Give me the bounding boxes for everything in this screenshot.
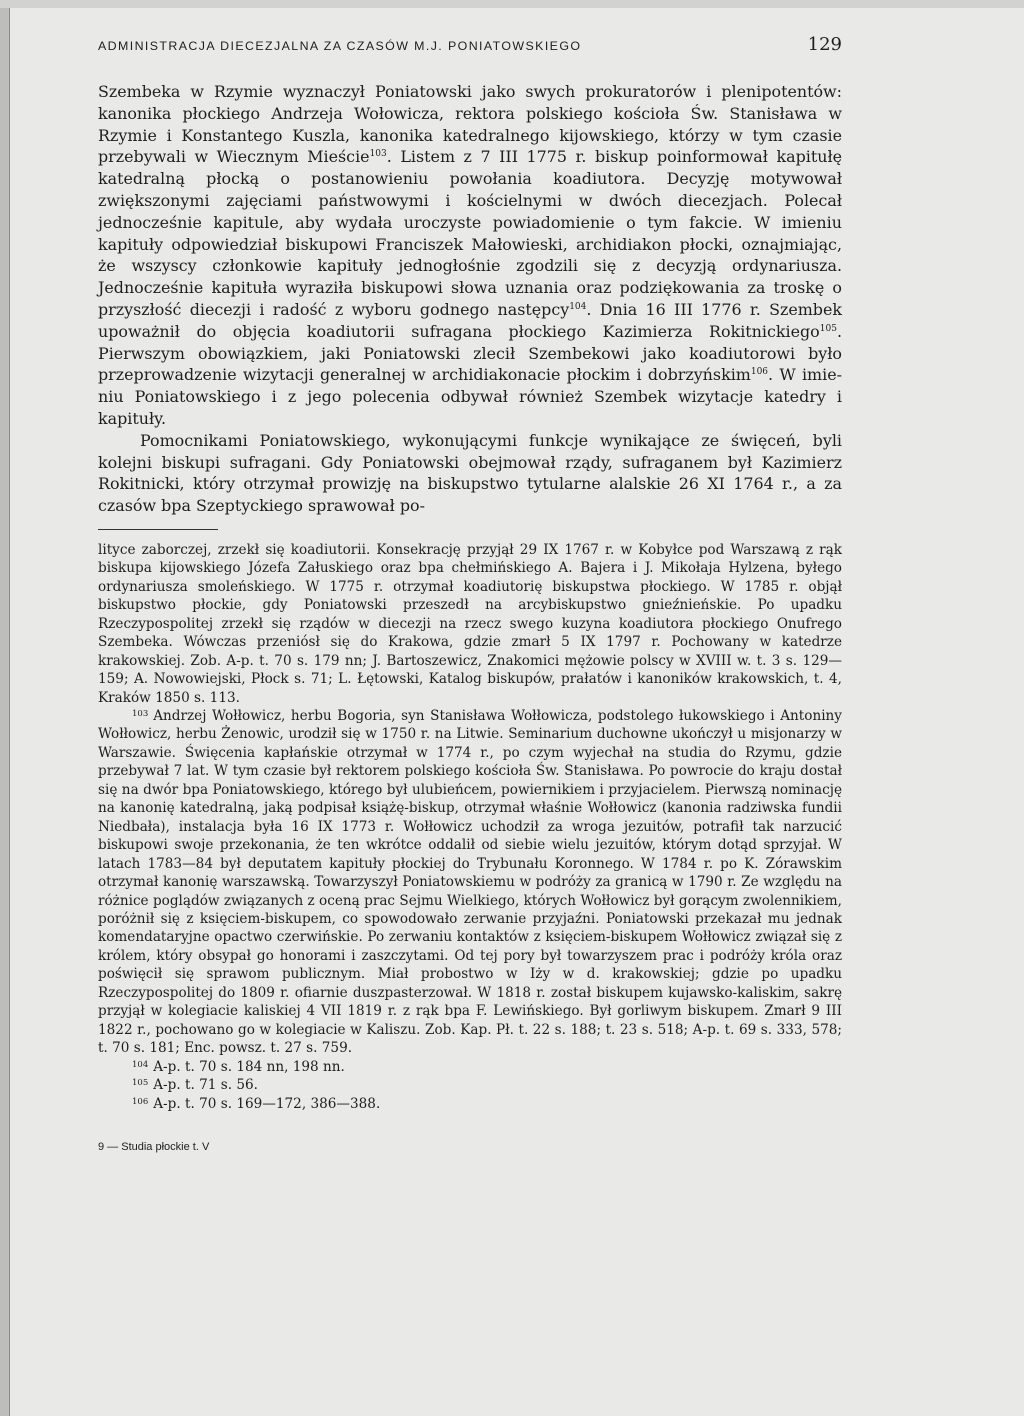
printer-signature: 9 — Studia płockie t. V [98,1140,210,1153]
footnote-105 [98,1076,842,1094]
scan-top-edge [0,0,1024,8]
footnotes [98,541,842,1113]
page-number: 129 [807,34,842,55]
footnote-104-text: A-p. t. 70 s. 184 nn, 198 nn. [153,1058,345,1075]
footnote-105-mark: 105 [132,1078,149,1089]
footnote-ref-103: 103 [369,149,387,160]
running-head [98,34,842,60]
footnote-ref-105: 105 [819,323,837,334]
book-page [98,34,842,1153]
footnote-103 [98,707,842,1058]
scan-left-edge [0,0,10,1416]
footnote-103-mark: 103 [132,709,149,720]
running-title: ADMINISTRACJA DIECEZJALNA ZA CZASÓW M.J. PONIATOWSKIEGO [98,39,582,53]
paragraph-1-part-1: Szembeka w Rzymie wyznaczył Poniatowski jako swych prokuratorów i plenipotentów: kanonika płockiego Andrzeja Wołowicza, rektora polskiego kościoła Św. Stanisława w Rzymie i Konstantego Kuszla, kanonika katedralnego kijowskiego, którzy w tym czasie przebywali w Wiecznym Mieście [98,82,842,167]
paragraph-1-part-4: . Pierwszym obowiązkiem, jaki Poniatowski zlecił Szembekowi jako koadiutorowi było przeprowadzenie wizytacji generalnej w archidiakonacie płockim i dobrzyńskim [98,321,842,385]
paragraph-1-part-3: . Dnia 16 III 1776 r. Szembek upoważnił do objęcia koadiutorii sufragana płockiego Kazimierza Rokitnickiego [98,299,842,341]
paragraph-1 [98,81,842,430]
footnote-separator [98,529,218,530]
footnote-105-text: A-p. t. 71 s. 56. [153,1077,258,1094]
footnote-continuation: lityce zaborczej, zrzekł się koadiutorii. Konsekrację przyjął 29 IX 1767 r. w Kobyłce pod Warszawą z rąk biskupa kijowskiego Józefa Załuskiego oraz bpa chełmińskiego A. Bajera i J. Mikołaja Hylzena, byłego ordynariusza smoleńskiego. W 1775 r. otrzymał koadiutorię biskupstwa płockiego. W 1785 r. objął biskupstwo płockie, gdy Poniatowski przeszedł na arcybiskupstwo gnieźnieńskie. Po upadku Rzeczypospolitej zrzekł się rządów w diecezji na rzecz swego kuzyna koadiutora płockiego Onufrego Szembeka. Wówczas przeniósł się do Krakowa, gdzie zmarł 5 IX 1797 r. Pochowany w katedrze krakowskiej. Zob. A-p. t. 70 s. 179 nn; J. Bartoszewicz, Znakomici mężowie polscy w XVIII w. t. 3 s. 129—159; A. Nowowiejski, Płock s. 71; L. Łętowski, Katalog biskupów, prałatów i kanoników krakowskich, t. 4, Kraków 1850 s. 113. [98,541,842,706]
footnote-106-mark: 106 [132,1096,149,1107]
footnote-103-text: Andrzej Wołłowicz, herbu Bogoria, syn Stanisława Wołłowicza, podstolego łukowskiego i Antoniny Wołłowicz, herbu Żenowic, urodził się w 1750 r. na Litwie. Seminarium duchowne ukończył u misjonarzy w Warszawie. Święcenia kapłańskie otrzymał w 1774 r., po czym wyjechał na studia do Rzymu, gdzie przebywał 7 lat. W tym czasie był rektorem polskiego kościoła Św. Stanisława. Po powrocie do kraju dostał się na dwór bpa Poniatowskiego, którego był ulubieńcem, powiernikiem i przyjacielem. Pierwszą nominację na kanonię katedralną, jaką podpisał książę-biskup, otrzymał właśnie Wołłowicz (kanonia radziwska fundii Niedbała), instalacja była 16 IX 1773 r. Wołłowicz uchodził za wroga jezuitów, potrafił tak narzucić biskupowi swoje przekonania, że ten wkrótce oddalił od siebie wielu jezuitów, którym dotąd sprzyjał. W latach 1783—84 był deputatem kapituły płockiej do Trybunału Koronnego. W 1784 r. po K. Zórawskim otrzymał kanonię warszawską. Towarzyszył Poniatowskiemu w podróży za granicą w 1790 r. Ze względu na różnice poglądów związanych z oceną prac Sejmu Wielkiego, których Wołłowicz był gorącym zwolennikiem, poróżnił się z księciem-biskupem, co spowodowało zerwanie przyjaźni. Poniatowski przekazał mu jednak komendataryjne opactwo czerwińskie. Po zerwaniu kontaktów z księciem-biskupem Wołłowicz związał się z królem, który obsypał go honorami i zaszczytami. Od tej pory był towarzyszem prac i podróży króla oraz poświęcił się sprawom publicznym. Miał probostwo w Iży w d. krakowskiej; gdzie po upadku Rzeczypospolitej do 1809 r. ofiarnie duszpasterzował. W 1818 r. został biskupem kujawsko-kaliskim, sakrę przyjął w kolegiacie kaliskiej 4 VII 1819 r. z rąk bpa F. Lewińskiego. Był gorliwym biskupem. Zmarł 9 III 1822 r., pochowano go w kolegiacie w Kaliszu. Zob. Kap. Pł. t. 22 s. 188; t. 23 s. 518; A-p. t. 69 s. 333, 578; t. 70 s. 181; Enc. powsz. t. 27 s. 759. [98,708,842,1057]
footnote-106-text: A-p. t. 70 s. 169—172, 386—388. [153,1095,381,1112]
paragraph-2: Pomocnikami Poniatowskiego, wykonującymi funkcje wynikające ze święceń, byli kolejni biskupi sufragani. Gdy Poniatowski obejmował rządy, sufraganem był Kazimierz Rokitnicki, który otrzymał prowizję na biskupstwo tytularne alalskie 26 XI 1764 r., a za czasów bpa Szeptyckiego sprawował po- [98,430,842,516]
footnote-104-mark: 104 [132,1059,149,1070]
footnote-106 [98,1095,842,1113]
paragraph-1-part-2: . Listem z 7 III 1775 r. biskup poinformował kapitułę katedralną płocką o postanowieniu powołania koadiutora. Decyzję motywował zwiększonymi zajęciami państwowymi i kościelnymi w dwóch diecezjach. Polecał jednocześnie kapitule, aby wydała uroczyste powiadomienie o tym fakcie. W imieniu kapituły odpowiedział biskupowi Franciszek Małowieski, archidiakon płocki, oznajmiając, że wszyscy członkowie kapituły jednogłośnie zgodzili się z decyzją ordynariusza. Jednocześnie kapituła wyraziła biskupowi słowa uznania oraz podziękowania za troskę o przyszłość diecezji i radość z wyboru godnego następcy [98,147,842,319]
footnote-104 [98,1058,842,1076]
paragraph-1-part-5: . W imieniu Poniatowskiego i z jego polecenia odbywał również Szembek wizytacje katedry i kapituły. [98,365,842,428]
footnote-ref-106: 106 [750,367,769,378]
footnote-ref-104: 104 [569,301,587,312]
main-text [98,81,842,517]
